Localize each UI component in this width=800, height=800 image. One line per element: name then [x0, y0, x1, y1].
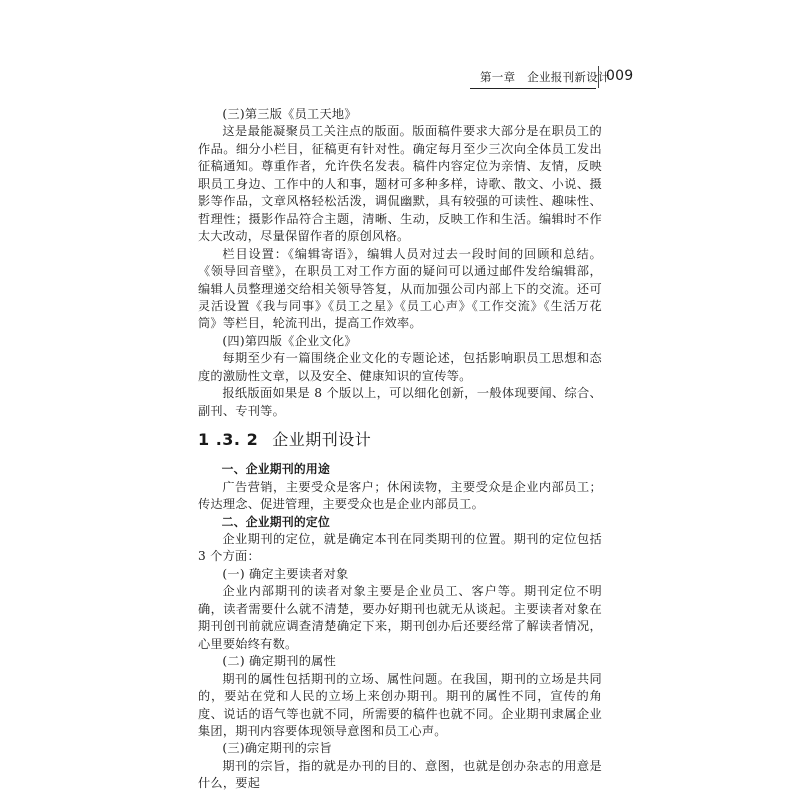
bold-heading: 一、企业期刊的用途 — [221, 462, 331, 477]
subsection-heading: (一) 确定主要读者对象 — [222, 566, 349, 581]
paragraph: 栏目设置：《编辑寄语》，编辑人员对过去一段时间的回顾和总结。《领导回音壁》，在职员工对工作方面的疑问可以通过邮件发给编辑部，编辑人员整理递交给相关领导答复，从而加强公司内部上下的交流。还可灵活设置《我与同事》《员工之星》《员工心声》《工作交流》《生活万花筒》等栏目，轮流刊出，提高工作效率。 — [198, 246, 602, 331]
section-number: 1 .3. 2 — [198, 430, 259, 450]
paragraph: 广告营销，主要受众是客户；休闲读物，主要受众是企业内部员工；传达理念、促进管理，主要受众也是企业内部员工。 — [198, 479, 602, 512]
subsection-heading: (三)确定期刊的宗旨 — [222, 741, 332, 756]
subsection-heading: (二) 确定期刊的属性 — [222, 654, 337, 669]
subsection-heading: (四)第四版《企业文化》 — [222, 333, 357, 348]
paragraph: 期刊的宗旨，指的就是办刊的目的、意图，也就是创办杂志的用意是什么，要起 — [198, 758, 602, 791]
bold-heading: 二、企业期刊的定位 — [221, 514, 331, 529]
paragraph: 报纸版面如果是 8 个版以上，可以细化创新，一般体现要闻、综合、副刊、专刊等。 — [198, 386, 602, 418]
section-title-text: 企业期刊设计 — [272, 430, 372, 450]
chapter-title: 第一章 企业报刊新设计 — [480, 70, 610, 84]
running-header — [470, 68, 634, 92]
page-body — [198, 106, 602, 793]
paragraph: 每期至少有一篇围绕企业文化的专题论述，包括影响职员工思想和态度的激励性文章，以及安全、健康知识的宣传等。 — [198, 351, 602, 383]
section-title — [198, 429, 602, 451]
header-separator — [598, 66, 599, 88]
header-rule — [470, 88, 596, 89]
paragraph: 企业期刊的定位，就是确定本刊在同类期刊的位置。期刊的定位包括 3 个方面： — [198, 531, 602, 564]
subsection-heading: (三)第三版《员工天地》 — [222, 107, 357, 121]
paragraph: 这是最能凝聚员工关注点的版面。版面稿件要求大部分是在职员工的作品。细分小栏目，征稿更有针对性。确定每月至少三次向全体员工发出征稿通知。尊重作者，允许佚名发表。稿件内容定位为亲情、友情，反映职员工身边、工作中的人和事，题材可多种多样，诗歌、散文、小说、摄影等作品，文章风格轻松活泼，调侃幽默，具有较强的可读性、趣味性、哲理性；摄影作品符合主题，清晰、生动，反映工作和生活。编辑时不作太大改动，尽量保留作者的原创风格。 — [198, 124, 602, 244]
paragraph: 企业内部期刊的读者对象主要是企业员工、客户等。期刊定位不明确，读者需要什么就不清楚，要办好期刊也就无从谈起。主要读者对象在期刊创刊前就应调查清楚确定下来，期刊创办后还要经常了解读者情况，心里要始终有数。 — [198, 584, 602, 651]
page-number: 009 — [606, 68, 634, 84]
paragraph: 期刊的属性包括期刊的立场、属性问题。在我国，期刊的立场是共同的，要站在党和人民的立场上来创办期刊。期刊的属性不同，宣传的角度、说话的语气等也就不同，所需要的稿件也就不同。企业期刊隶属企业集团，期刊内容要体现领导意图和员工心声。 — [198, 671, 602, 738]
